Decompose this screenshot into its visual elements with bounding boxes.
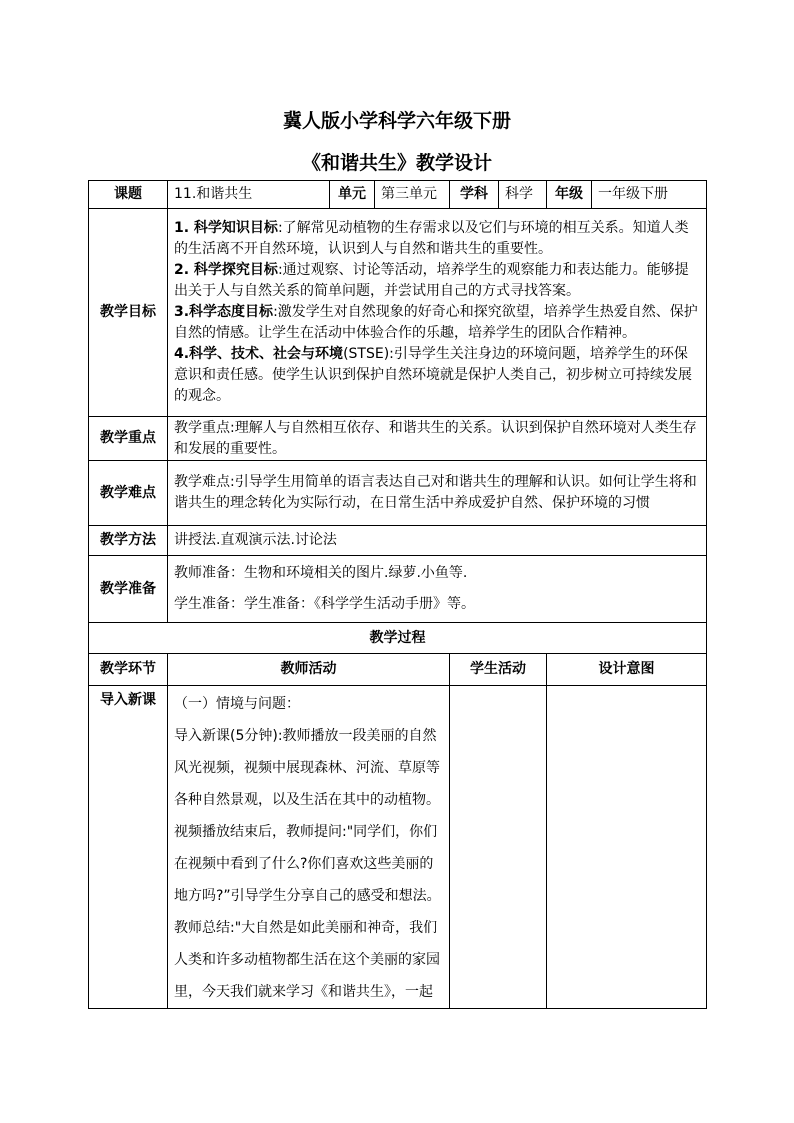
methods-text: 讲授法.直观演示法.讨论法	[168, 526, 707, 556]
intro-design-intent	[547, 686, 707, 1009]
col-design-intent: 设计意图	[547, 654, 707, 686]
objectives-content	[168, 209, 707, 417]
objective-item: 4.科学、技术、社会与环境(STSE):引导学生关注身边的环境问题，培养学生的环保意识和责任感。使学生认识到保护自然环境就是保护人类自己，初步树立可持续发展的观念。	[174, 346, 692, 404]
document-title: 冀人版小学科学六年级下册	[282, 110, 511, 132]
unit-label: 单元	[330, 181, 375, 209]
topic-label: 课题	[89, 181, 168, 209]
key-points-row	[89, 417, 707, 461]
intro-row	[89, 686, 707, 1009]
info-row	[89, 181, 707, 209]
intro-stage-label: 导入新课	[89, 686, 168, 1009]
difficulties-row	[89, 461, 707, 526]
subject-label: 学科	[450, 181, 499, 209]
process-columns-row	[89, 654, 707, 686]
objective-item: 2. 科学探究目标:通过观察、讨论等活动，培养学生的观察能力和表达能力。能够提出关于人与自然关系的简单问题，并尝试用自己的方式寻找答案。	[174, 262, 689, 299]
difficulties-label: 教学难点	[89, 461, 168, 526]
key-points-text: 教学重点:理解人与自然相互依存、和谐共生的关系。认识到保护自然环境对人类生存和发展的重要性。	[168, 417, 707, 461]
objectives-label: 教学目标	[89, 209, 168, 417]
preparation-content	[168, 556, 707, 623]
col-student-activity: 学生活动	[450, 654, 547, 686]
methods-row	[89, 526, 707, 556]
intro-heading: （一）情境与问题：	[174, 696, 300, 712]
lesson-plan-table	[88, 180, 707, 1009]
col-teacher-activity: 教师活动	[168, 654, 450, 686]
topic-value: 11.和谐共生	[168, 181, 330, 209]
objective-item: 3.科学态度目标:激发学生对自然现象的好奇心和探究欲望，培养学生热爱自然、保护自然的情感。让学生在活动中体验合作的乐趣，培养学生的团队合作精神。	[174, 304, 698, 341]
intro-teacher-activity	[168, 686, 450, 1009]
objective-item: 1. 科学知识目标:了解常见动植物的生存需求以及它们与环境的相互关系。知道人类的生活离不开自然环境，认识到人与自然和谐共生的重要性。	[174, 220, 689, 257]
subject-value: 科学	[499, 181, 547, 209]
document-subtitle: 《和谐共生》教学设计	[301, 152, 492, 174]
process-header-row	[89, 623, 707, 654]
intro-student-activity	[450, 686, 547, 1009]
key-points-label: 教学重点	[89, 417, 168, 461]
unit-value: 第三单元	[375, 181, 450, 209]
teacher-preparation: 教师准备：生物和环境相关的图片.绿萝.小鱼等.	[174, 565, 468, 581]
process-title: 教学过程	[89, 623, 707, 654]
methods-label: 教学方法	[89, 526, 168, 556]
grade-value: 一年级下册	[592, 181, 707, 209]
preparation-label: 教学准备	[89, 556, 168, 623]
objectives-row	[89, 209, 707, 417]
student-preparation: 学生准备：学生准备：《科学学生活动手册》等。	[174, 596, 475, 612]
intro-text: 导入新课(5分钟):教师播放一段美丽的自然风光视频，视频中展现森林、河流、草原等各种自然景观，以及生活在其中的动植物。视频播放结束后，教师提问:"同学们，你们在视频中看到了什么?你们喜欢这些美丽的地方吗?”引导学生分享自己的感受和想法。教师总结:"大自然是如此美丽和神奇，我们人类和许多动植物都生活在这个美丽的家园里，今天我们就来学习《和谐共生》，一起	[174, 728, 441, 1000]
col-stage: 教学环节	[89, 654, 168, 686]
grade-label: 年级	[547, 181, 592, 209]
difficulties-text: 教学难点:引导学生用简单的语言表达自己对和谐共生的理解和认识。如何让学生将和谐共生的理念转化为实际行动，在日常生活中养成爱护自然、保护环境的习惯	[168, 461, 707, 526]
preparation-row	[89, 556, 707, 623]
